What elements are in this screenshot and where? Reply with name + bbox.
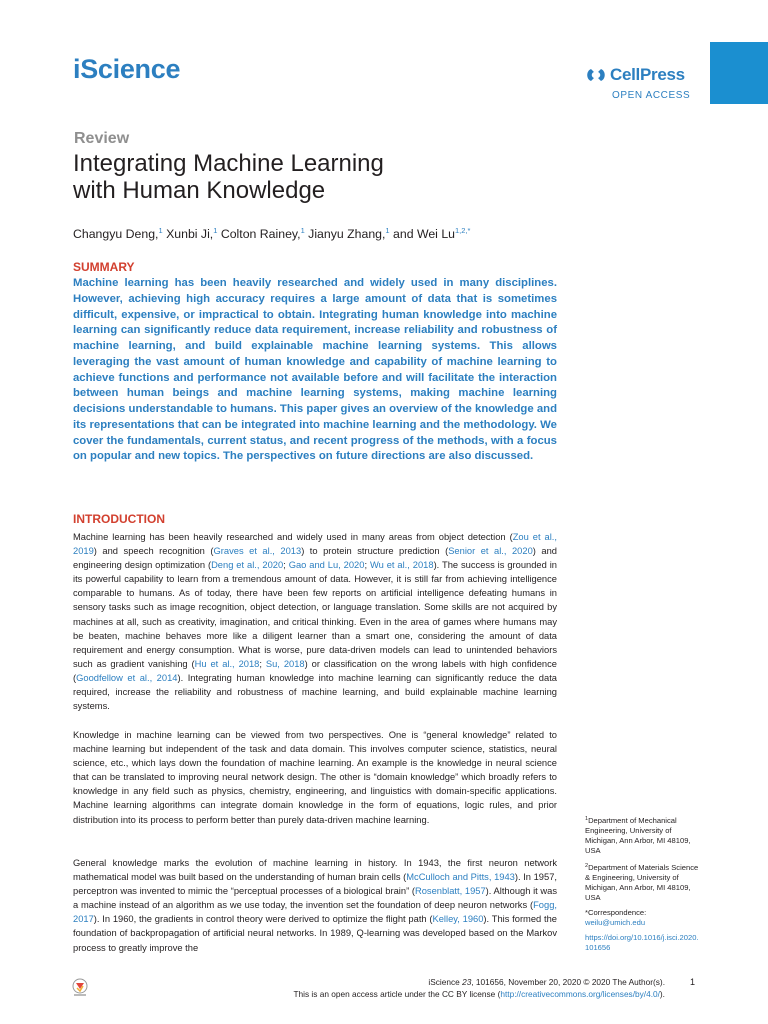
citation-link[interactable]: Fogg, 2017 [73, 900, 557, 925]
license-suffix: ). [659, 989, 665, 999]
author-name[interactable]: Xunbi Ji,$^1$ [166, 226, 218, 241]
citation-link[interactable]: Deng et al., 2020 [211, 560, 284, 571]
introduction-paragraph-1: Machine learning has been heavily researched and widely used in many areas from object detection (Zou et al., 2019) and speech recognition (Graves et al., 2013) to protein structure prediction (Senior et al., 2020) and engineering design optimization (Deng et al., 2020; Gao and Lu, 2020; Wu et al., 2018). The success is grounded in its powerful capability to learn from a tremendous amount of data. However, it is still far from achieving intelligence comparable to humans. As of today, there have been few reports on artificial intelligence defeating humans in sensory tasks such as image recognition, object detection, or language translation. Some skills are not acquired by machines at all, such as creativity, imagination, and critical thinking. Even in the area of games where humans may be beaten, machine behaves more like a diligent learner than a smart one, considering the amount of data requirement and energy consumption. What is worse, pure data-driven models can lead to unintended behaviors such as gradient vanishing (Hu et al., 2018; Su, 2018) or classification on the wrong labels with high confidence (Goodfellow et al., 2014). Integrating human knowledge into machine learning can significantly reduce the data required, increase the reliability and robustness of machine learning, and build explainable machine learning systems. [73, 532, 557, 712]
license-link[interactable]: http://creativecommons.org/licenses/by/4.0/ [500, 989, 660, 999]
article-type: Review [74, 130, 130, 147]
summary-text: Machine learning has been heavily researched and widely used in many disciplines. However, achieving high accuracy requires a large amount of data that is sometimes difficult, expensive, or impractical to obtain. Integrating human knowledge into machine learning can significantly reduce data requirement, increase reliability and robustness of machine learning, and build explainable machine learning systems. This allows leveraging the vast amount of human knowledge and capability of machine learning to achieve functions and performance not available before and will facilitate the interaction between human beings and machine learning systems, making machine learning decisions understandable to humans. This paper gives an overview of the knowledge and its representations that can be integrated into machine learning and the methodology. We cover the fundamentals, current status, and recent progress of the methods, with a focus on popular and new topics. The perspectives on future directions are also discussed. [73, 277, 557, 463]
author-affiliation-mark[interactable]: 1 [385, 226, 390, 235]
title-line-2: with Human Knowledge [73, 177, 326, 204]
introduction-paragraph-2: Knowledge in machine learning can be viewed from two perspectives. One is “general knowledge” related to machine learning but independent of the task and data domain. This involves computer science, statistics, neural science, etc., which lays down the foundation of machine learning. An example is the knowledge in neural science that can be translated to improving neural network design. The other is “domain knowledge” which broadly refers to knowledge in any field such as physics, chemistry, engineering, and linguistics with domain-specific applications. Machine learning algorithms can integrate domain knowledge in the form of equations, logic rules, and prior distribution into its process to perform better than purely data-driven machine learning. [73, 730, 557, 825]
author-name[interactable]: Changyu Deng,$^1$ [73, 226, 163, 241]
citation-details: , 101656, November 20, 2020 © 2020 The Author(s). [471, 977, 665, 987]
citation-link[interactable]: Zou et al., 2019 [73, 532, 557, 557]
publisher-logo[interactable] [585, 65, 685, 85]
citation-link[interactable]: Kelley, 1960 [432, 914, 484, 925]
citation-link[interactable]: Su, 2018 [265, 658, 305, 669]
journal-color-tab [710, 42, 768, 104]
citation-link[interactable]: McCulloch and Pitts, 1943 [406, 872, 515, 883]
citation-link[interactable]: Gao and Lu, 2020 [288, 560, 365, 571]
summary-heading: SUMMARY [73, 260, 135, 274]
citation-link[interactable]: Senior et al., 2020 [448, 546, 533, 557]
affiliation-2 [585, 861, 700, 903]
author-affiliation-mark[interactable]: 1 [300, 226, 305, 235]
doi-link[interactable]: https://doi.org/10.1016/j.isci.2020.101656 [585, 933, 699, 952]
journal-title: iScience [73, 54, 181, 84]
author-affiliation-mark[interactable]: 1,2,* [455, 226, 471, 235]
check-for-updates-icon [72, 978, 88, 998]
affiliations-sidebar [585, 814, 700, 958]
affiliation-1 [585, 814, 700, 856]
author-name[interactable]: and Wei $Lu^{1,2,*}$ [393, 226, 471, 241]
introduction-paragraph-3: General knowledge marks the evolution of machine learning in history. In 1943, the first neuron network mathematical model was built based on the understanding of human brain cells (McCulloch and Pitts, 1943). In 1957, perceptron was invented to mimic the “perceptual processes of a biological brain” (Rosenblatt, 1957). Although it was a machine instead of an algorithm as we use today, the invention set the foundation of deep neuron networks (Fogg, 2017). In 1960, the gradients in control theory were derived to optimize the flight path (Kelley, 1960). This formed the foundation of backpropagation of artificial neural networks. In 1989, Q-learning was developed based on the Markov process to greatly improve the [73, 858, 558, 953]
license-prefix: This is an open access article under the CC BY license ( [293, 989, 501, 999]
page-number: 1 [690, 977, 696, 987]
correspondence-label: *Correspondence: [585, 908, 647, 917]
correspondence [585, 908, 700, 928]
affiliation-2-mark: 2 [585, 863, 589, 869]
cellpress-mark-icon [585, 66, 607, 84]
introduction-heading: INTRODUCTION [73, 512, 165, 526]
check-for-updates-badge[interactable] [72, 978, 88, 1003]
citation-volume: 23 [462, 977, 472, 987]
author-affiliation-mark[interactable]: 1 [213, 226, 218, 235]
affiliation-2-text: Department of Materials Science & Engineering, University of Michigan, Ann Arbor, MI 48109, USA [585, 863, 699, 902]
citation-link[interactable]: Goodfellow et al., 2014 [76, 672, 178, 683]
title-line-1: Integrating Machine Learning [73, 150, 384, 177]
citation-link[interactable]: Graves et al., 2013 [213, 546, 302, 557]
author-name[interactable]: Jianyu Zhang,$^1$ [308, 226, 390, 241]
footer-license [293, 989, 665, 999]
article-title [73, 150, 553, 204]
publisher-name: CellPress [610, 65, 685, 84]
author-name[interactable]: Colton Rainey,$^1$ [220, 226, 305, 241]
open-access-label: OPEN ACCESS [612, 90, 691, 101]
affiliation-1-mark: 1 [585, 816, 589, 822]
correspondence-email-link[interactable]: weilu@umich.edu [585, 918, 646, 927]
citation-link[interactable]: Rosenblatt, 1957 [414, 886, 486, 897]
author-affiliation-mark[interactable]: 1 [158, 226, 163, 235]
citation-journal: iScience [428, 977, 463, 987]
author-list [73, 226, 470, 241]
citation-link[interactable]: Hu et al., 2018 [194, 658, 260, 669]
affiliation-1-text: Department of Mechanical Engineering, University of Michigan, Ann Arbor, MI 48109, USA [585, 816, 691, 855]
citation-link[interactable]: Wu et al., 2018 [369, 560, 434, 571]
footer-citation [428, 977, 665, 987]
